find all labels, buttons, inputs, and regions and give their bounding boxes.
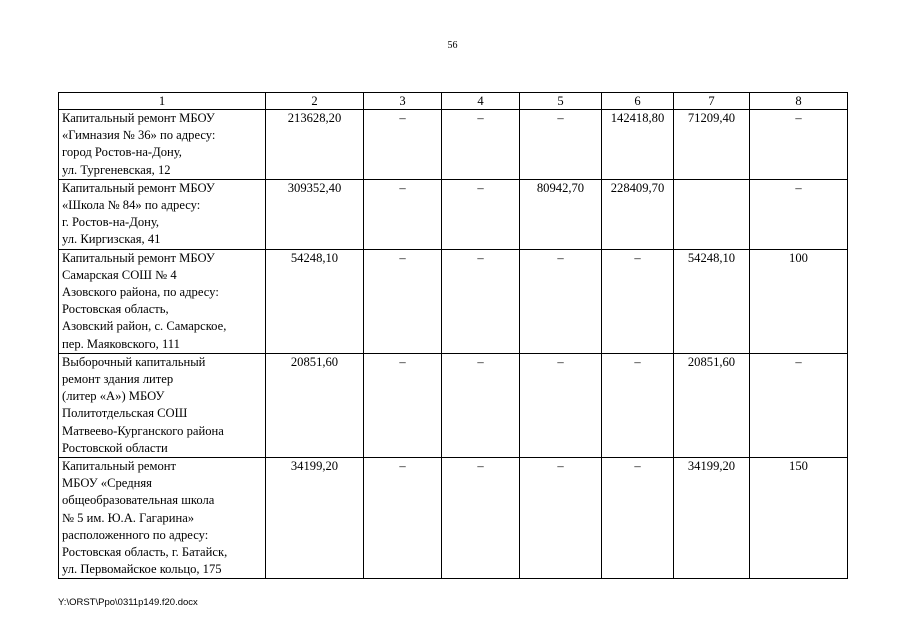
cell-col-3: – [364, 249, 442, 353]
cell-col-4: – [442, 458, 520, 579]
column-header-3: 3 [364, 93, 442, 110]
table-row [59, 179, 848, 249]
cell-col-8: – [750, 353, 848, 457]
table-row [59, 110, 848, 180]
table-row [59, 458, 848, 579]
column-header-2: 2 [266, 93, 364, 110]
cell-col-6: 142418,80 [602, 110, 674, 180]
table-row [59, 249, 848, 353]
cell-col-7 [674, 179, 750, 249]
column-header-5: 5 [520, 93, 602, 110]
column-header-4: 4 [442, 93, 520, 110]
cell-col-5: 80942,70 [520, 179, 602, 249]
column-header-1: 1 [59, 93, 266, 110]
cell-total: 213628,20 [266, 110, 364, 180]
cell-total: 20851,60 [266, 353, 364, 457]
column-header-6: 6 [602, 93, 674, 110]
cell-col-6: – [602, 249, 674, 353]
table-header-row [59, 93, 848, 110]
table-row [59, 353, 848, 457]
row-description: Капитальный ремонт МБОУ «Средняя общеобразовательная школа № 5 им. Ю.А. Гагарина» расположенного по адресу: Ростовская область, г. Батайск, ул. Первомайское кольцо, 175 [59, 458, 266, 579]
cell-col-7: 34199,20 [674, 458, 750, 579]
page-number: 56 [447, 40, 458, 51]
cell-col-4: – [442, 110, 520, 180]
row-description: Капитальный ремонт МБОУ «Гимназия № 36» по адресу: город Ростов-на-Дону, ул. Тургеневская, 12 [59, 110, 266, 180]
file-path-footer: Y:\ORST\Ppo\0311p149.f20.docx [58, 597, 198, 608]
row-description: Капитальный ремонт МБОУ «Школа № 84» по адресу: г. Ростов-на-Дону, ул. Киргизская, 41 [59, 179, 266, 249]
cell-col-8: – [750, 179, 848, 249]
cell-col-3: – [364, 458, 442, 579]
cell-col-6: 228409,70 [602, 179, 674, 249]
cell-col-8: 150 [750, 458, 848, 579]
cell-total: 34199,20 [266, 458, 364, 579]
cell-col-6: – [602, 458, 674, 579]
cell-col-3: – [364, 110, 442, 180]
cell-col-7: 20851,60 [674, 353, 750, 457]
cell-col-3: – [364, 353, 442, 457]
cell-col-4: – [442, 353, 520, 457]
cell-col-5: – [520, 458, 602, 579]
column-header-7: 7 [674, 93, 750, 110]
cell-col-5: – [520, 353, 602, 457]
cell-col-3: – [364, 179, 442, 249]
row-description: Капитальный ремонт МБОУ Самарская СОШ № 4 Азовского района, по адресу: Ростовская область, Азовский район, с. Самарское, пер. Маяковского, 111 [59, 249, 266, 353]
cell-col-4: – [442, 179, 520, 249]
cell-total: 309352,40 [266, 179, 364, 249]
cell-col-8: – [750, 110, 848, 180]
cell-col-5: – [520, 110, 602, 180]
cell-col-4: – [442, 249, 520, 353]
cell-col-7: 71209,40 [674, 110, 750, 180]
cell-col-7: 54248,10 [674, 249, 750, 353]
cell-col-6: – [602, 353, 674, 457]
column-header-8: 8 [750, 93, 848, 110]
data-table [58, 92, 848, 579]
cell-col-5: – [520, 249, 602, 353]
cell-col-8: 100 [750, 249, 848, 353]
row-description: Выборочный капитальный ремонт здания литер (литер «А») МБОУ Политотдельская СОШ Матвеево-Курганского района Ростовской области [59, 353, 266, 457]
cell-total: 54248,10 [266, 249, 364, 353]
